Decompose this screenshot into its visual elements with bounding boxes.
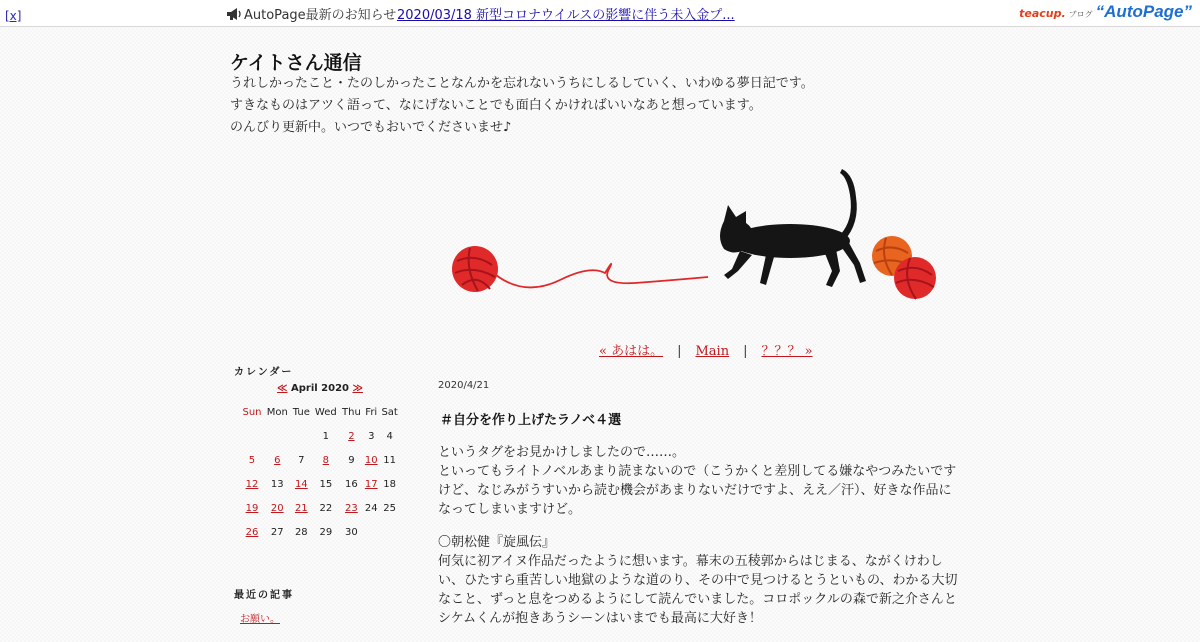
- autopage-logo[interactable]: [1019, 2, 1192, 22]
- calendar-day: 3: [368, 430, 375, 442]
- notice: [226, 4, 396, 23]
- calendar-day: [264, 448, 291, 472]
- calendar-day: [312, 448, 339, 472]
- calendar-day-link[interactable]: 10: [364, 454, 378, 466]
- calendar-heading: カレンダー: [234, 367, 294, 378]
- post-line: 〇朝松健『旋風伝』: [438, 535, 556, 550]
- calendar-weekday: Wed: [314, 406, 337, 418]
- blog-logo-text: ブログ: [1068, 10, 1093, 19]
- calendar-month-label: April 2020: [291, 383, 349, 394]
- post-line: 何気に初アイヌ作品だったように想います。幕末の五稜郭からはじまる、ながくけわしい、ひたすら重苦しい地獄のような道のり、その中で見つけるとうといもの、わかる大切なこと、ずっと息をつめるようにして読んでいました。コロポックルの森で新之介さんとシケムくんが抱きあうシーンはいまでも最高に大好き！: [438, 554, 958, 626]
- calendar-weekday: Fri: [365, 406, 378, 418]
- site-description: [230, 73, 814, 139]
- next-post-link[interactable]: ？？？ »: [761, 344, 813, 359]
- calendar-weekday: Sat: [381, 406, 398, 418]
- calendar-day-link[interactable]: 26: [245, 526, 259, 538]
- calendar-day-link[interactable]: 6: [274, 454, 281, 466]
- calendar-day: [363, 472, 379, 496]
- calendar-day: [363, 448, 379, 472]
- banner-illustration: [440, 165, 950, 310]
- calendar-day: [340, 496, 364, 520]
- calendar-day-link[interactable]: 20: [270, 502, 284, 514]
- calendar-day: [340, 424, 364, 448]
- notice-link[interactable]: 2020/03/18 新型コロナウイルスの影響に伴う未入金プ...: [397, 8, 735, 23]
- calendar-day: 18: [383, 478, 396, 490]
- calendar-day: 16: [345, 478, 358, 490]
- calendar-weekday: Sun: [242, 406, 262, 418]
- calendar-day: [240, 424, 264, 448]
- calendar-day: [240, 472, 264, 496]
- calendar-week-row: [240, 448, 400, 472]
- calendar-day: 24: [364, 502, 378, 514]
- calendar-week-row: [240, 472, 400, 496]
- post-line: というタグをお見かけしましたので……。: [438, 445, 686, 460]
- calendar-day: [363, 520, 379, 544]
- calendar-day: 4: [386, 430, 393, 442]
- post-body: [438, 443, 962, 642]
- calendar-day: [240, 520, 264, 544]
- black-cat-icon: [720, 169, 866, 287]
- calendar-day-link[interactable]: 23: [345, 502, 358, 514]
- teacup-logo-text: teacup.: [1019, 7, 1066, 20]
- calendar-day-link[interactable]: 2: [348, 430, 355, 442]
- site-title[interactable]: ケイトさん通信: [230, 52, 362, 74]
- recent-posts-heading: 最近の記事: [234, 590, 294, 601]
- calendar-weekday: Mon: [266, 406, 288, 418]
- post-line: といってもライトノベルあまり読まないので（こうかくと差別してる嫌なやつみたいですけど、なじみがうすいから読む機会があまりないだけですよ、ええ／汗）、好きな作品になってしまいますけど。: [438, 464, 957, 517]
- yarn-string: [496, 264, 708, 288]
- calendar-day: [379, 520, 400, 544]
- calendar-day: 11: [383, 454, 396, 466]
- post-paragraph: [438, 533, 962, 628]
- prev-post-link[interactable]: « あはは。: [599, 344, 664, 359]
- calendar-day: 27: [270, 526, 284, 538]
- calendar-day: [291, 472, 313, 496]
- calendar-day: [240, 496, 264, 520]
- calendar-day: 22: [319, 502, 333, 514]
- megaphone-icon: [226, 7, 242, 21]
- autopage-logo-text: “AutoPage”: [1095, 2, 1192, 21]
- calendar-day-link[interactable]: 19: [245, 502, 259, 514]
- calendar-next-month-link[interactable]: ≫: [352, 383, 363, 394]
- description-line: すきなものはアツく語って、なにげないことでも面白くかければいいなあと想っています。: [230, 98, 762, 113]
- post-paragraph: [438, 443, 962, 519]
- calendar-day: [291, 496, 313, 520]
- calendar-day-link[interactable]: 12: [245, 478, 259, 490]
- red-yarn-ball-icon: [452, 246, 498, 292]
- calendar-day: 13: [270, 478, 284, 490]
- close-topbar-link[interactable]: [x]: [5, 9, 22, 23]
- calendar-week-row: [240, 520, 400, 544]
- calendar-day: 9: [348, 454, 355, 466]
- description-line: のんびり更新中。いつでもおいでくださいませ♪: [230, 120, 512, 135]
- pager-separator: |: [743, 344, 748, 359]
- calendar-day-link[interactable]: 8: [322, 454, 329, 466]
- calendar-day: 30: [345, 526, 358, 538]
- calendar-week-row: [240, 424, 400, 448]
- calendar-grid: [240, 400, 400, 544]
- description-line: うれしかったこと・たのしかったことなんかを忘れないうちにしるしていく、いわゆる夢日記です。: [230, 76, 814, 91]
- post-pager: [599, 340, 813, 359]
- calendar-prev-month-link[interactable]: ≪: [277, 383, 288, 394]
- recent-post-link[interactable]: お願い。: [240, 614, 280, 625]
- calendar: [240, 383, 400, 544]
- calendar-day: 1: [322, 430, 329, 442]
- calendar-day: [264, 496, 291, 520]
- calendar-header: [240, 383, 400, 394]
- calendar-day: 25: [383, 502, 396, 514]
- calendar-day-link[interactable]: 21: [294, 502, 308, 514]
- calendar-week-row: [240, 496, 400, 520]
- notice-label: AutoPage最新のお知らせ: [244, 8, 397, 23]
- calendar-day: 7: [298, 454, 305, 466]
- calendar-day-link[interactable]: 17: [364, 478, 378, 490]
- calendar-day: 15: [319, 478, 333, 490]
- calendar-day: [291, 424, 313, 448]
- post-title[interactable]: ＃自分を作り上げたラノベ４選: [440, 413, 622, 428]
- calendar-day: 5: [248, 454, 256, 466]
- pager-separator: |: [677, 344, 682, 359]
- red-yarn-ball-2-icon: [894, 257, 936, 299]
- main-link[interactable]: Main: [695, 344, 730, 359]
- calendar-weekday: Tue: [292, 406, 310, 418]
- calendar-day: [264, 424, 291, 448]
- post-date: 2020/4/21: [438, 380, 490, 391]
- calendar-day: 28: [294, 526, 308, 538]
- autopage-topbar: [0, 0, 1200, 27]
- calendar-day: 29: [319, 526, 333, 538]
- calendar-weekday: Thu: [342, 406, 361, 418]
- calendar-day-link[interactable]: 14: [294, 478, 308, 490]
